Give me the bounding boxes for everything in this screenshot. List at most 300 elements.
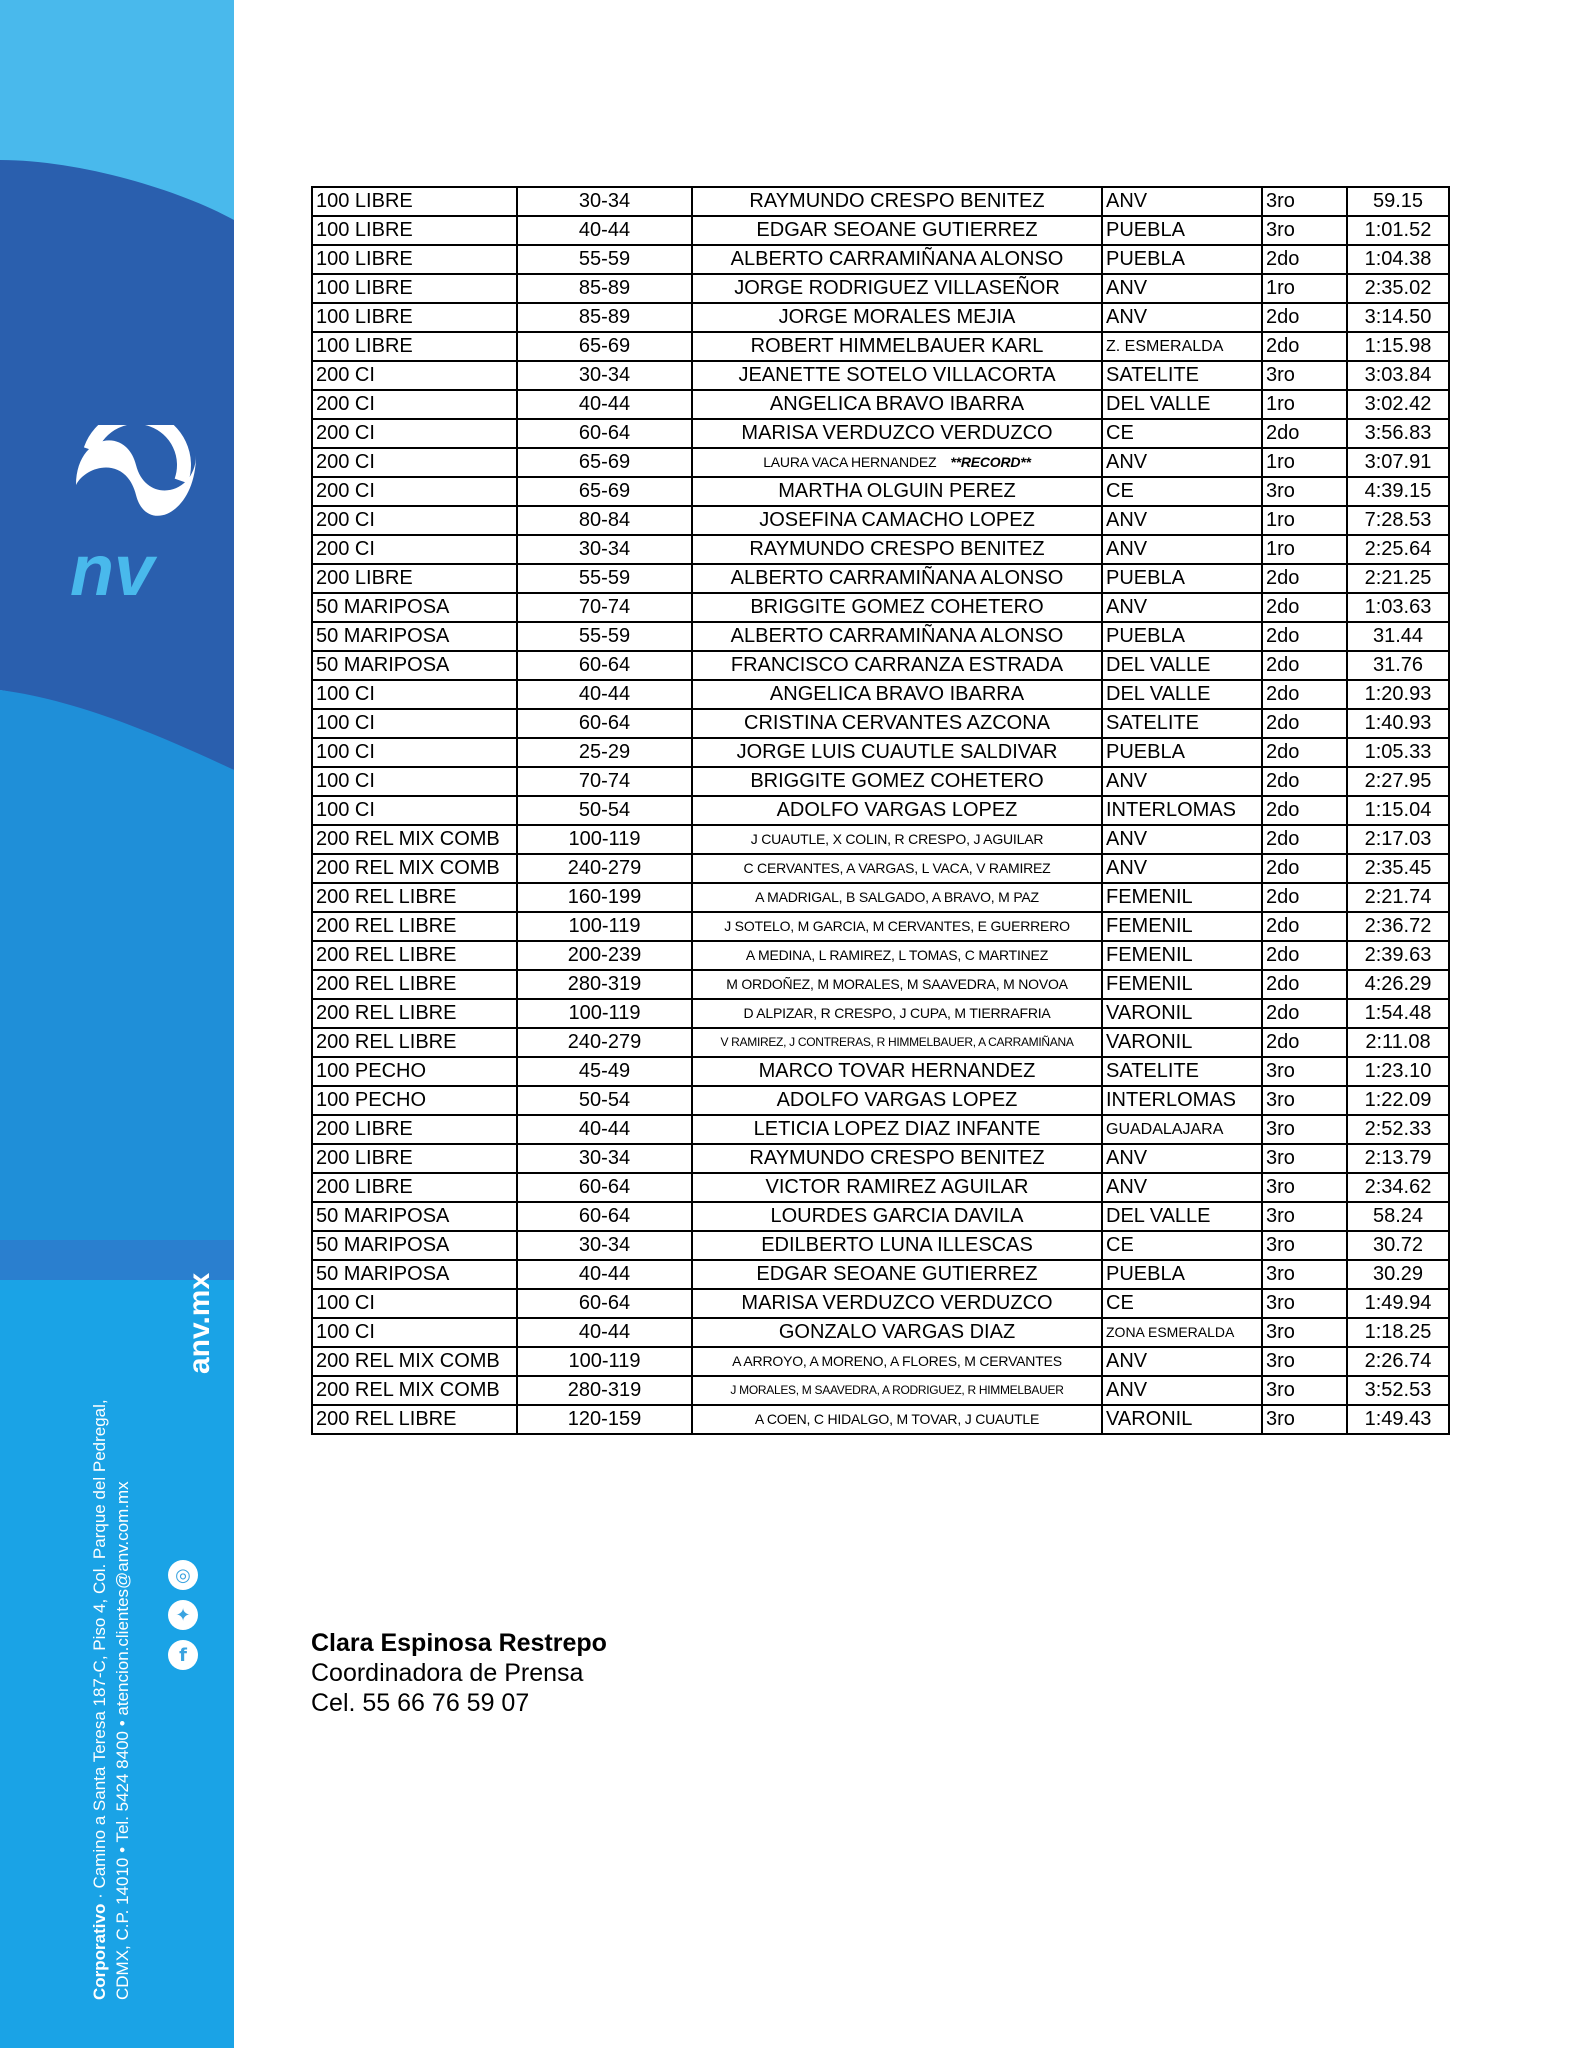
result-row xyxy=(312,477,1449,506)
result-time: 2:21.74 xyxy=(1347,883,1449,912)
result-club: SATELITE xyxy=(1102,361,1262,390)
result-row xyxy=(312,187,1449,216)
result-row xyxy=(312,332,1449,361)
result-age-group: 60-64 xyxy=(517,709,692,738)
result-time: 3:56.83 xyxy=(1347,419,1449,448)
result-club: DEL VALLE xyxy=(1102,390,1262,419)
result-age-group: 100-119 xyxy=(517,912,692,941)
result-event: 200 CI xyxy=(312,477,517,506)
result-age-group: 85-89 xyxy=(517,303,692,332)
result-event: 100 CI xyxy=(312,1318,517,1347)
result-row xyxy=(312,651,1449,680)
result-row xyxy=(312,825,1449,854)
result-age-group: 280-319 xyxy=(517,1376,692,1405)
swimmer-name: VICTOR RAMIREZ AGUILAR xyxy=(765,1176,1029,1198)
result-row xyxy=(312,390,1449,419)
result-time: 2:25.64 xyxy=(1347,535,1449,564)
result-event: 200 LIBRE xyxy=(312,1144,517,1173)
result-time: 1:22.09 xyxy=(1347,1086,1449,1115)
result-time: 59.15 xyxy=(1347,187,1449,216)
result-club: PUEBLA xyxy=(1102,564,1262,593)
result-age-group: 85-89 xyxy=(517,274,692,303)
result-swimmer xyxy=(692,1028,1102,1057)
result-time: 3:07.91 xyxy=(1347,448,1449,477)
result-club: CE xyxy=(1102,419,1262,448)
result-row xyxy=(312,506,1449,535)
logo-text: nv xyxy=(70,531,155,605)
result-age-group: 60-64 xyxy=(517,651,692,680)
result-event: 200 LIBRE xyxy=(312,1173,517,1202)
result-place: 2do xyxy=(1262,970,1347,999)
result-row xyxy=(312,216,1449,245)
result-club: Z. ESMERALDA xyxy=(1102,332,1262,361)
result-time: 3:03.84 xyxy=(1347,361,1449,390)
result-place: 1ro xyxy=(1262,274,1347,303)
result-swimmer xyxy=(692,738,1102,767)
result-place: 3ro xyxy=(1262,1318,1347,1347)
result-age-group: 100-119 xyxy=(517,999,692,1028)
result-club: ANV xyxy=(1102,187,1262,216)
result-place: 3ro xyxy=(1262,477,1347,506)
result-age-group: 40-44 xyxy=(517,216,692,245)
result-time: 2:26.74 xyxy=(1347,1347,1449,1376)
result-age-group: 70-74 xyxy=(517,767,692,796)
result-age-group: 65-69 xyxy=(517,477,692,506)
result-club: ANV xyxy=(1102,1144,1262,1173)
result-place: 2do xyxy=(1262,825,1347,854)
result-age-group: 80-84 xyxy=(517,506,692,535)
result-swimmer xyxy=(692,419,1102,448)
result-row xyxy=(312,593,1449,622)
result-row xyxy=(312,999,1449,1028)
swimmer-name: C CERVANTES, A VARGAS, L VACA, V RAMIREZ xyxy=(743,860,1051,876)
result-age-group: 40-44 xyxy=(517,1115,692,1144)
result-time: 2:27.95 xyxy=(1347,767,1449,796)
result-place: 2do xyxy=(1262,999,1347,1028)
result-club: DEL VALLE xyxy=(1102,1202,1262,1231)
result-age-group: 40-44 xyxy=(517,390,692,419)
swimmer-name: RAYMUNDO CRESPO BENITEZ xyxy=(749,538,1045,560)
result-age-group: 30-34 xyxy=(517,1144,692,1173)
swimmer-name: A MADRIGAL, B SALGADO, A BRAVO, M PAZ xyxy=(755,889,1039,905)
result-swimmer xyxy=(692,1376,1102,1405)
result-place: 2do xyxy=(1262,680,1347,709)
result-club: SATELITE xyxy=(1102,1057,1262,1086)
result-time: 31.76 xyxy=(1347,651,1449,680)
swimmer-name: LAURA VACA HERNANDEZ xyxy=(763,454,937,470)
result-swimmer xyxy=(692,332,1102,361)
result-time: 58.24 xyxy=(1347,1202,1449,1231)
result-age-group: 30-34 xyxy=(517,361,692,390)
result-time: 2:17.03 xyxy=(1347,825,1449,854)
result-club: CE xyxy=(1102,1231,1262,1260)
result-event: 50 MARIPOSA xyxy=(312,1260,517,1289)
brand-url: anv.mx xyxy=(183,1272,216,1374)
result-swimmer xyxy=(692,303,1102,332)
result-event: 200 REL MIX COMB xyxy=(312,854,517,883)
result-club: ANV xyxy=(1102,825,1262,854)
result-place: 1ro xyxy=(1262,506,1347,535)
result-event: 100 CI xyxy=(312,680,517,709)
result-event: 200 REL MIX COMB xyxy=(312,825,517,854)
result-event: 100 CI xyxy=(312,738,517,767)
result-age-group: 40-44 xyxy=(517,1260,692,1289)
result-place: 3ro xyxy=(1262,1231,1347,1260)
signature-name: Clara Espinosa Restrepo xyxy=(311,1629,607,1657)
result-time: 1:49.43 xyxy=(1347,1405,1449,1434)
result-place: 2do xyxy=(1262,912,1347,941)
result-place: 2do xyxy=(1262,941,1347,970)
result-club: ANV xyxy=(1102,1173,1262,1202)
result-club: ANV xyxy=(1102,593,1262,622)
result-place: 3ro xyxy=(1262,1144,1347,1173)
result-place: 2do xyxy=(1262,593,1347,622)
result-place: 2do xyxy=(1262,651,1347,680)
result-club: ANV xyxy=(1102,274,1262,303)
result-place: 3ro xyxy=(1262,1202,1347,1231)
result-swimmer xyxy=(692,1405,1102,1434)
result-club: VARONIL xyxy=(1102,1405,1262,1434)
anv-logo xyxy=(66,425,206,605)
result-row xyxy=(312,912,1449,941)
result-place: 3ro xyxy=(1262,1260,1347,1289)
sidebar-decoration xyxy=(0,0,234,2048)
result-age-group: 200-239 xyxy=(517,941,692,970)
result-club: PUEBLA xyxy=(1102,1260,1262,1289)
result-club: CE xyxy=(1102,477,1262,506)
result-club: FEMENIL xyxy=(1102,970,1262,999)
result-time: 1:18.25 xyxy=(1347,1318,1449,1347)
result-row xyxy=(312,1057,1449,1086)
result-age-group: 40-44 xyxy=(517,680,692,709)
result-time: 1:04.38 xyxy=(1347,245,1449,274)
result-event: 200 REL LIBRE xyxy=(312,999,517,1028)
social-icons xyxy=(168,1560,208,1790)
result-event: 200 REL LIBRE xyxy=(312,941,517,970)
result-row xyxy=(312,854,1449,883)
results-body xyxy=(312,187,1449,1434)
swimmer-name: ALBERTO CARRAMIÑANA ALONSO xyxy=(730,248,1064,270)
result-swimmer xyxy=(692,1260,1102,1289)
swimmer-name: EDILBERTO LUNA ILLESCAS xyxy=(761,1234,1033,1256)
address-label: Corporativo xyxy=(90,1903,109,2000)
result-event: 100 CI xyxy=(312,767,517,796)
result-age-group: 240-279 xyxy=(517,1028,692,1057)
result-club: ANV xyxy=(1102,1347,1262,1376)
result-swimmer xyxy=(692,390,1102,419)
result-age-group: 60-64 xyxy=(517,1173,692,1202)
result-place: 1ro xyxy=(1262,448,1347,477)
swimmer-name: EDGAR SEOANE GUTIERREZ xyxy=(756,1263,1038,1285)
result-time: 2:34.62 xyxy=(1347,1173,1449,1202)
result-club: PUEBLA xyxy=(1102,738,1262,767)
signature-block xyxy=(311,1628,607,1718)
swimmer-name: MARISA VERDUZCO VERDUZCO xyxy=(741,1292,1053,1314)
result-swimmer xyxy=(692,448,1102,477)
result-row xyxy=(312,767,1449,796)
result-event: 100 CI xyxy=(312,796,517,825)
result-time: 2:36.72 xyxy=(1347,912,1449,941)
result-swimmer xyxy=(692,564,1102,593)
result-place: 2do xyxy=(1262,883,1347,912)
result-age-group: 30-34 xyxy=(517,187,692,216)
facebook-icon[interactable]: f xyxy=(168,1640,198,1670)
result-place: 2do xyxy=(1262,303,1347,332)
result-place: 1ro xyxy=(1262,535,1347,564)
result-time: 2:35.45 xyxy=(1347,854,1449,883)
result-place: 3ro xyxy=(1262,361,1347,390)
result-place: 2do xyxy=(1262,854,1347,883)
swimmer-name: GONZALO VARGAS DIAZ xyxy=(778,1321,1016,1343)
result-time: 1:03.63 xyxy=(1347,593,1449,622)
result-event: 200 REL MIX COMB xyxy=(312,1347,517,1376)
result-place: 2do xyxy=(1262,332,1347,361)
result-time: 1:23.10 xyxy=(1347,1057,1449,1086)
result-time: 2:52.33 xyxy=(1347,1115,1449,1144)
result-row xyxy=(312,622,1449,651)
result-row xyxy=(312,1260,1449,1289)
swimmer-name: ANGELICA BRAVO IBARRA xyxy=(769,393,1025,415)
result-event: 50 MARIPOSA xyxy=(312,593,517,622)
swimmer-name: ADOLFO VARGAS LOPEZ xyxy=(776,799,1018,821)
result-swimmer xyxy=(692,1173,1102,1202)
result-place: 2do xyxy=(1262,622,1347,651)
result-row xyxy=(312,1405,1449,1434)
record-badge: **RECORD** xyxy=(950,454,1031,470)
swimmer-name: MARISA VERDUZCO VERDUZCO xyxy=(741,422,1053,444)
result-row xyxy=(312,1086,1449,1115)
result-swimmer xyxy=(692,274,1102,303)
swimmer-name: ROBERT HIMMELBAUER KARL xyxy=(750,335,1044,357)
swimmer-name: BRIGGITE GOMEZ COHETERO xyxy=(750,770,1044,792)
result-swimmer xyxy=(692,970,1102,999)
result-row xyxy=(312,970,1449,999)
swimmer-name: ALBERTO CARRAMIÑANA ALONSO xyxy=(730,567,1064,589)
result-club: ANV xyxy=(1102,535,1262,564)
result-swimmer xyxy=(692,593,1102,622)
result-swimmer xyxy=(692,796,1102,825)
result-club: ANV xyxy=(1102,1376,1262,1405)
result-row xyxy=(312,535,1449,564)
swimmer-name: RAYMUNDO CRESPO BENITEZ xyxy=(749,190,1045,212)
result-row xyxy=(312,1173,1449,1202)
result-age-group: 280-319 xyxy=(517,970,692,999)
result-row xyxy=(312,680,1449,709)
result-event: 100 LIBRE xyxy=(312,303,517,332)
result-swimmer xyxy=(692,767,1102,796)
result-event: 200 REL LIBRE xyxy=(312,970,517,999)
result-event: 50 MARIPOSA xyxy=(312,651,517,680)
result-place: 3ro xyxy=(1262,1376,1347,1405)
result-time: 1:05.33 xyxy=(1347,738,1449,767)
result-age-group: 30-34 xyxy=(517,1231,692,1260)
result-event: 200 REL LIBRE xyxy=(312,883,517,912)
result-event: 200 REL LIBRE xyxy=(312,1028,517,1057)
result-time: 2:13.79 xyxy=(1347,1144,1449,1173)
result-swimmer xyxy=(692,245,1102,274)
swimmer-name: MARCO TOVAR HERNANDEZ xyxy=(758,1060,1036,1082)
result-row xyxy=(312,738,1449,767)
result-club: INTERLOMAS xyxy=(1102,796,1262,825)
result-club: VARONIL xyxy=(1102,1028,1262,1057)
result-row xyxy=(312,1231,1449,1260)
result-swimmer xyxy=(692,1231,1102,1260)
result-swimmer xyxy=(692,854,1102,883)
result-event: 100 LIBRE xyxy=(312,332,517,361)
swimmer-name: JEANETTE SOTELO VILLACORTA xyxy=(738,364,1056,386)
swimmer-name: RAYMUNDO CRESPO BENITEZ xyxy=(749,1147,1045,1169)
result-age-group: 70-74 xyxy=(517,593,692,622)
result-event: 200 LIBRE xyxy=(312,1115,517,1144)
result-swimmer xyxy=(692,622,1102,651)
result-swimmer xyxy=(692,912,1102,941)
result-swimmer xyxy=(692,1202,1102,1231)
result-club: ANV xyxy=(1102,767,1262,796)
result-time: 4:26.29 xyxy=(1347,970,1449,999)
result-row xyxy=(312,1376,1449,1405)
result-time: 3:52.53 xyxy=(1347,1376,1449,1405)
result-event: 200 CI xyxy=(312,361,517,390)
result-age-group: 30-34 xyxy=(517,535,692,564)
result-club: DEL VALLE xyxy=(1102,680,1262,709)
result-swimmer xyxy=(692,999,1102,1028)
result-event: 200 CI xyxy=(312,419,517,448)
result-time: 1:54.48 xyxy=(1347,999,1449,1028)
address-line-1: · Camino a Santa Teresa 187-C, Piso 4, Col. Parque del Pedregal, xyxy=(90,1399,109,1904)
result-time: 3:02.42 xyxy=(1347,390,1449,419)
result-event: 100 CI xyxy=(312,709,517,738)
result-swimmer xyxy=(692,361,1102,390)
result-swimmer xyxy=(692,1144,1102,1173)
result-age-group: 60-64 xyxy=(517,1202,692,1231)
address-line-2: CDMX, C.P. 14010 • Tel. 5424 8400 • atencion.clientes@anv.com.mx xyxy=(113,1481,132,2000)
result-time: 2:21.25 xyxy=(1347,564,1449,593)
result-club: ANV xyxy=(1102,303,1262,332)
result-event: 100 PECHO xyxy=(312,1086,517,1115)
result-swimmer xyxy=(692,1318,1102,1347)
result-place: 2do xyxy=(1262,738,1347,767)
result-club: FEMENIL xyxy=(1102,883,1262,912)
result-swimmer xyxy=(692,825,1102,854)
result-event: 200 REL MIX COMB xyxy=(312,1376,517,1405)
result-event: 200 CI xyxy=(312,506,517,535)
result-row xyxy=(312,883,1449,912)
result-row xyxy=(312,1289,1449,1318)
swimmer-name: JORGE RODRIGUEZ VILLASEÑOR xyxy=(734,277,1060,299)
swimmer-name: CRISTINA CERVANTES AZCONA xyxy=(744,712,1050,734)
result-swimmer xyxy=(692,535,1102,564)
result-swimmer xyxy=(692,651,1102,680)
result-time: 4:39.15 xyxy=(1347,477,1449,506)
swimmer-name: A MEDINA, L RAMIREZ, L TOMAS, C MARTINEZ xyxy=(745,947,1049,963)
result-place: 2do xyxy=(1262,245,1347,274)
swimmer-name: V RAMIREZ, J CONTRERAS, R HIMMELBAUER, A CARRAMIÑANA xyxy=(720,1035,1074,1049)
result-place: 3ro xyxy=(1262,1057,1347,1086)
result-event: 100 LIBRE xyxy=(312,187,517,216)
result-club: ZONA ESMERALDA xyxy=(1102,1318,1262,1347)
result-event: 200 CI xyxy=(312,448,517,477)
result-age-group: 65-69 xyxy=(517,332,692,361)
swimmer-name: JORGE LUIS CUAUTLE SALDIVAR xyxy=(736,741,1058,763)
result-time: 2:39.63 xyxy=(1347,941,1449,970)
result-place: 2do xyxy=(1262,1028,1347,1057)
result-row xyxy=(312,361,1449,390)
swimmer-name: LETICIA LOPEZ DIAZ INFANTE xyxy=(753,1118,1041,1140)
result-club: ANV xyxy=(1102,854,1262,883)
result-event: 50 MARIPOSA xyxy=(312,1202,517,1231)
result-place: 3ro xyxy=(1262,1173,1347,1202)
result-age-group: 240-279 xyxy=(517,854,692,883)
result-place: 2do xyxy=(1262,709,1347,738)
result-row xyxy=(312,419,1449,448)
result-age-group: 100-119 xyxy=(517,1347,692,1376)
swimmer-name: FRANCISCO CARRANZA ESTRADA xyxy=(730,654,1064,676)
swimmer-name: J MORALES, M SAAVEDRA, A RODRIGUEZ, R HIMMELBAUER xyxy=(730,1383,1064,1397)
result-age-group: 55-59 xyxy=(517,622,692,651)
result-event: 50 MARIPOSA xyxy=(312,1231,517,1260)
result-time: 1:40.93 xyxy=(1347,709,1449,738)
result-time: 31.44 xyxy=(1347,622,1449,651)
result-age-group: 120-159 xyxy=(517,1405,692,1434)
result-place: 3ro xyxy=(1262,1115,1347,1144)
result-club: INTERLOMAS xyxy=(1102,1086,1262,1115)
twitter-icon[interactable]: ✦ xyxy=(168,1600,198,1630)
swimmer-name: M ORDOÑEZ, M MORALES, M SAAVEDRA, M NOVOA xyxy=(726,976,1068,992)
result-swimmer xyxy=(692,477,1102,506)
result-time: 1:01.52 xyxy=(1347,216,1449,245)
result-swimmer xyxy=(692,709,1102,738)
result-age-group: 40-44 xyxy=(517,1318,692,1347)
result-time: 7:28.53 xyxy=(1347,506,1449,535)
result-swimmer xyxy=(692,1347,1102,1376)
result-event: 200 CI xyxy=(312,535,517,564)
result-club: PUEBLA xyxy=(1102,245,1262,274)
result-swimmer xyxy=(692,1057,1102,1086)
result-event: 200 CI xyxy=(312,390,517,419)
result-time: 3:14.50 xyxy=(1347,303,1449,332)
result-event: 100 LIBRE xyxy=(312,245,517,274)
result-swimmer xyxy=(692,883,1102,912)
result-club: DEL VALLE xyxy=(1102,651,1262,680)
result-row xyxy=(312,796,1449,825)
result-age-group: 55-59 xyxy=(517,564,692,593)
result-place: 3ro xyxy=(1262,187,1347,216)
result-time: 2:35.02 xyxy=(1347,274,1449,303)
swimmer-name: A COEN, C HIDALGO, M TOVAR, J CUAUTLE xyxy=(754,1411,1040,1427)
result-swimmer xyxy=(692,506,1102,535)
result-age-group: 55-59 xyxy=(517,245,692,274)
result-age-group: 50-54 xyxy=(517,1086,692,1115)
result-place: 1ro xyxy=(1262,390,1347,419)
result-time: 1:15.04 xyxy=(1347,796,1449,825)
result-club: VARONIL xyxy=(1102,999,1262,1028)
result-place: 2do xyxy=(1262,419,1347,448)
result-age-group: 60-64 xyxy=(517,1289,692,1318)
result-event: 100 LIBRE xyxy=(312,274,517,303)
result-age-group: 65-69 xyxy=(517,448,692,477)
result-age-group: 25-29 xyxy=(517,738,692,767)
result-swimmer xyxy=(692,216,1102,245)
result-time: 1:49.94 xyxy=(1347,1289,1449,1318)
result-row xyxy=(312,941,1449,970)
swimmer-name: A ARROYO, A MORENO, A FLORES, M CERVANTES xyxy=(732,1353,1062,1369)
result-row xyxy=(312,1347,1449,1376)
result-event: 100 LIBRE xyxy=(312,216,517,245)
result-place: 3ro xyxy=(1262,216,1347,245)
instagram-icon[interactable]: ◎ xyxy=(168,1560,198,1590)
result-time: 1:15.98 xyxy=(1347,332,1449,361)
swimmer-name: J SOTELO, M GARCIA, M CERVANTES, E GUERRERO xyxy=(724,918,1070,934)
